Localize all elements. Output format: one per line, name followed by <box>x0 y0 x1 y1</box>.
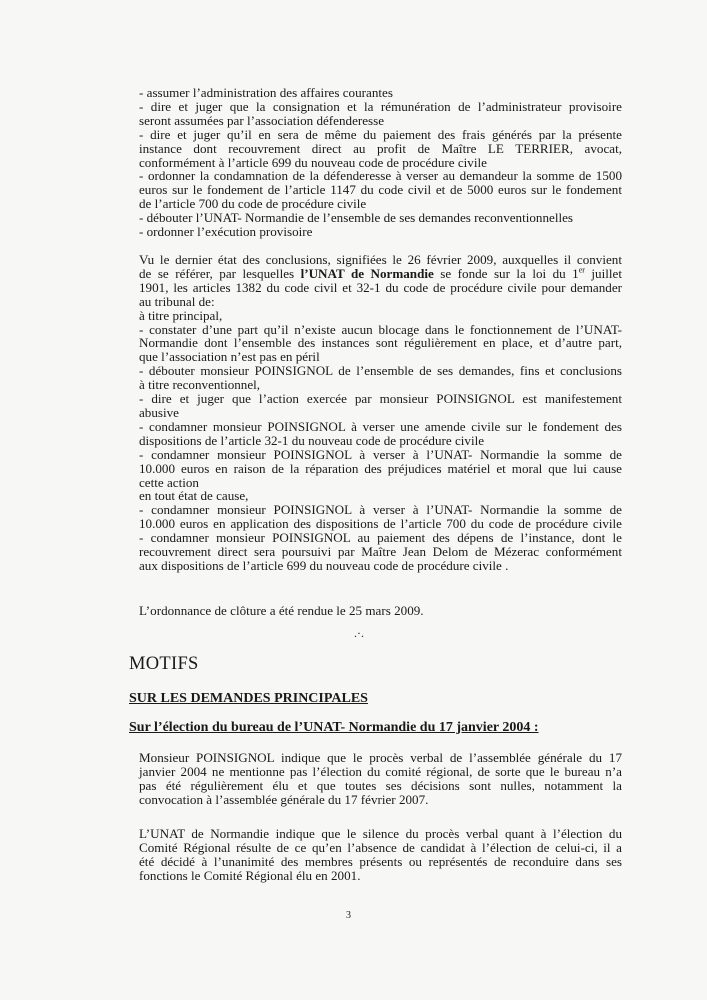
text-line: aux dispositions de l’article 699 du nouveau code de procédure civile . <box>139 557 509 573</box>
separator-dots: .·. <box>354 626 364 640</box>
text-line: - condamner monsieur POINSIGNOL à verser à l’UNAT- Normandie la somme de <box>139 502 622 518</box>
cloture-line <box>139 604 622 618</box>
paragraph-poinsignol <box>139 751 622 807</box>
text-line: Monsieur POINSIGNOL indique que le procès verbal de l’assemblée générale du 17 <box>139 750 622 765</box>
text-line: pas été régulièrement élu et que toutes ses décisions sont nulles, notamment la <box>139 777 622 793</box>
text-line: de l’article 700 du code de procédure civile <box>139 196 367 212</box>
heading-election: Sur l’élection du bureau de l’UNAT- Normandie du 17 janvier 2004 : <box>129 720 539 735</box>
text-span: de se référer, par lesquelles <box>139 265 301 281</box>
text-line: Vu le dernier état des conclusions, signifiées le 26 février 2009, auxquelles il convient <box>139 252 622 267</box>
conclusions-paragraph <box>139 253 622 573</box>
text-line: en tout état de cause, <box>139 488 249 504</box>
text-line: L’UNAT de Normandie indique que le silence du procès verbal quant à l’élection du <box>139 826 622 841</box>
text-line: janvier 2004 ne mentionne pas l’élection du comité régional, de sorte que le bureau n’a <box>139 763 622 779</box>
text-line: abusive <box>139 404 179 420</box>
text-line: cette action <box>139 474 199 490</box>
text-span: juillet <box>584 265 622 281</box>
text-line: dispositions de l’article 32-1 du nouveau code de procédure civile <box>139 432 485 448</box>
text-line: recouvrement direct sera poursuivi par Maître Jean Delom de Mézerac conformément <box>139 544 622 560</box>
text-line: - débouter l’UNAT- Normandie de l’ensemble de ses demandes reconventionnelles <box>139 210 574 226</box>
text-line: instance dont recouvrement direct au profit de Maître LE TERRIER, avocat, <box>139 140 622 156</box>
text-line <box>139 267 622 281</box>
text-line: - condamner monsieur POINSIGNOL à verser à l’UNAT- Normandie la somme de <box>139 446 622 462</box>
requests-list <box>139 86 622 239</box>
text-line: Comité Régional résulte de ce qu’en l’absence de candidat à l’élection de celui-ci, il a <box>139 839 622 855</box>
page-number: 3 <box>346 910 351 921</box>
text-line: - dire et juger qu’il en sera de même du paiement des frais générés par la présente <box>139 126 622 142</box>
text-line: - condamner monsieur POINSIGNOL à verser une amende civile sur le fondement des <box>139 418 622 434</box>
text-line: été décidé à l’unanimité des membres présents ou représentés de reconduire dans ses <box>139 853 622 869</box>
text-line: à titre principal, <box>139 307 223 323</box>
text-line: conformément à l’article 699 du nouveau code de procédure civile <box>139 154 487 170</box>
text-line: convocation à l’assemblée générale du 17 février 2007. <box>139 791 429 807</box>
text-line: que l’association n’est pas en péril <box>139 349 320 365</box>
party-name: l’UNAT de Normandie <box>300 265 434 281</box>
text-line: - assumer l’administration des affaires courantes <box>139 85 393 100</box>
text-span: se fonde sur la loi du 1 <box>433 265 579 281</box>
text-line: euros sur le fondement de l’article 1147 du code civil et de 5000 euros sur le fondement <box>139 182 622 198</box>
text-line: 1901, les articles 1382 du code civil et 32-1 du code de procédure civile pour demander <box>139 279 622 295</box>
text-line: - condamner monsieur POINSIGNOL au paiement des dépens de l’instance, dont le <box>139 530 622 546</box>
section-title: MOTIFS <box>129 654 199 674</box>
superscript: er <box>578 265 585 275</box>
text-line: 10.000 euros en raison de la réparation des préjudices matériel et moral que lui cause <box>139 460 622 476</box>
text-line: - constater d’une part qu’il n’existe aucun blocage dans le fonctionnement de l’UNAT- <box>139 321 622 337</box>
text-line: à titre reconventionnel, <box>139 377 261 393</box>
text-line: - ordonner la condamnation de la défenderesse à verser au demandeur la somme de 1500 <box>139 168 622 184</box>
text-line: 10.000 euros en application des dispositions de l’article 700 du code de procédure civile <box>139 516 622 532</box>
text-line: - dire et juger que la consignation et la rémunération de l’administrateur provisoire <box>139 98 622 114</box>
text-line: fonctions le Comité Régional élu en 2001. <box>139 867 361 883</box>
text-line: Normandie dont l’ensemble des instances sont régulièrement en place, et d’autre part, <box>139 335 622 351</box>
text-line: - dire et juger que l’action exercée par monsieur POINSIGNOL est manifestement <box>139 391 622 407</box>
text-line: L’ordonnance de clôture a été rendue le 25 mars 2009. <box>139 603 424 618</box>
text-line: - débouter monsieur POINSIGNOL de l’ensemble de ses demandes, fins et conclusions <box>139 363 622 379</box>
paragraph-unat <box>139 827 622 883</box>
text-line: - ordonner l’exécution provisoire <box>139 224 313 240</box>
heading-principal-requests: SUR LES DEMANDES PRINCIPALES <box>129 691 368 706</box>
text-line: au tribunal de: <box>139 293 215 309</box>
text-line: seront assumées par l’association défenderesse <box>139 112 385 128</box>
